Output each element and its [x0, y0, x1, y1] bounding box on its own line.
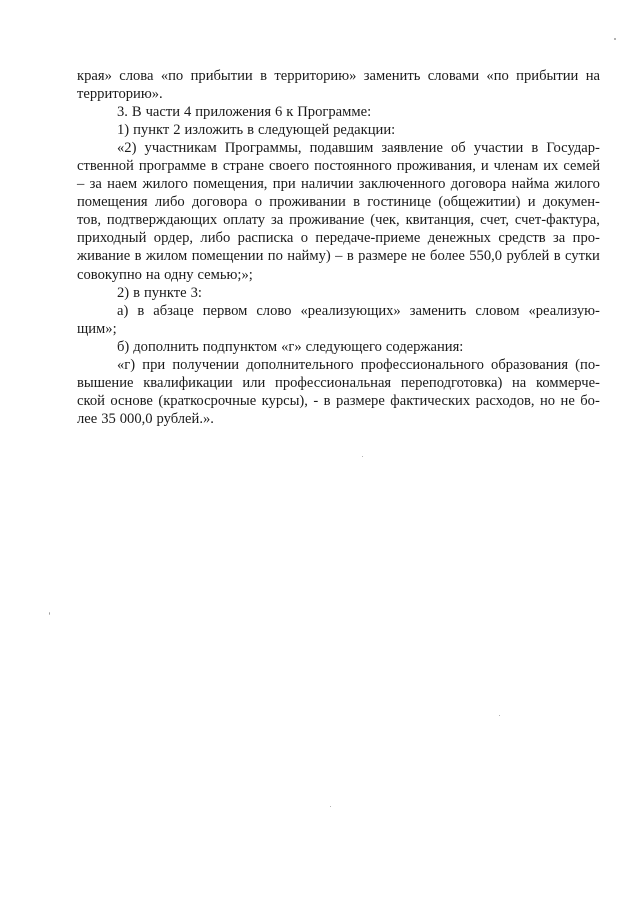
text-line: [77, 103, 600, 121]
text-word: в: [346, 248, 354, 265]
text-word: проживании: [269, 194, 346, 211]
text-word: б): [117, 338, 130, 355]
text-word: о: [254, 194, 263, 211]
text-word: о: [300, 230, 309, 247]
text-word: не: [411, 248, 426, 265]
text-word: основе: [110, 392, 153, 409]
text-word: –: [335, 248, 343, 265]
text-word: проживания,: [396, 158, 476, 175]
text-word: жилого: [554, 176, 600, 193]
text-line: [77, 356, 600, 374]
text-line: [77, 320, 600, 338]
text-word: 1): [117, 122, 130, 139]
text-word: в: [353, 194, 361, 211]
text-word: приложения: [195, 104, 272, 121]
text-word: 3.: [117, 104, 128, 121]
text-word: на: [512, 374, 527, 391]
text-word: расписка: [237, 230, 294, 247]
text-word: в: [210, 158, 218, 175]
text-line: [77, 175, 600, 193]
text-line: [77, 211, 600, 229]
text-word: Программы,: [224, 140, 302, 157]
text-word: (по-: [575, 356, 600, 373]
text-word: Государ-: [546, 140, 600, 157]
text-line: [77, 85, 600, 103]
text-line: [77, 410, 600, 428]
text-word: 550,0: [469, 248, 503, 265]
text-word: счет,: [480, 212, 510, 229]
text-word: проживание: [289, 212, 365, 229]
text-word: «2): [117, 140, 137, 157]
text-word: слово: [256, 302, 292, 319]
document-body: [77, 67, 600, 428]
text-word: и: [527, 194, 536, 211]
text-word: (краткосрочные: [158, 392, 257, 409]
text-word: заявление: [381, 140, 443, 157]
text-word: в: [247, 122, 255, 139]
text-word: живание: [77, 248, 131, 265]
text-word: «реализующих»: [300, 302, 401, 319]
text-word: счет-фактура,: [514, 212, 600, 229]
text-word: территорию».: [77, 86, 163, 103]
text-word: либо: [200, 230, 231, 247]
text-word: словом: [475, 302, 520, 319]
text-word: пункте: [143, 284, 187, 301]
text-word: курсы),: [261, 392, 308, 409]
text-word: передаче-приеме: [315, 230, 421, 247]
text-line: [77, 67, 600, 85]
scan-speck: [362, 456, 363, 457]
text-word: изложить: [184, 122, 244, 139]
text-line: [77, 229, 600, 247]
text-line: [77, 338, 600, 356]
text-word: переподготовка): [400, 374, 503, 391]
text-line: [77, 392, 600, 410]
text-word: за: [89, 176, 102, 193]
text-word: следующего: [305, 338, 382, 355]
text-line: [77, 284, 600, 302]
text-word: на: [585, 68, 600, 84]
text-line: [77, 266, 600, 284]
text-word: следующей: [257, 122, 330, 139]
text-word: к: [286, 104, 294, 121]
text-word: подавшим: [309, 140, 374, 157]
text-word: «г»: [281, 338, 302, 355]
text-word: об: [450, 140, 466, 157]
text-word: наем: [107, 176, 138, 193]
scan-speck: [614, 38, 616, 40]
text-word: гостинице: [367, 194, 432, 211]
text-word: за: [553, 230, 566, 247]
text-word: членам: [493, 158, 539, 175]
text-line: [77, 302, 600, 320]
text-word: размере: [358, 248, 407, 265]
scan-speck: [499, 715, 500, 716]
text-word: прибытии: [190, 68, 253, 84]
text-word: прибытии: [516, 68, 579, 84]
text-word: -: [313, 392, 319, 409]
text-word: докумен-: [542, 194, 600, 211]
text-word: –: [77, 176, 85, 193]
text-word: участии: [473, 140, 524, 157]
text-line: [77, 193, 600, 211]
text-word: и: [480, 158, 489, 175]
text-word: в: [323, 392, 331, 409]
text-word: стране: [222, 158, 264, 175]
text-word: абзаце: [153, 302, 194, 319]
text-word: одну: [164, 266, 194, 283]
text-line: [77, 374, 600, 392]
text-word: в: [260, 68, 268, 84]
text-word: 2): [117, 284, 130, 301]
text-word: за: [271, 212, 284, 229]
text-word: заменить: [409, 302, 467, 319]
text-word: оплату: [223, 212, 266, 229]
text-word: на: [145, 266, 161, 283]
text-word: В: [131, 104, 142, 121]
text-word: в: [133, 284, 141, 301]
text-word: квалификации: [143, 374, 233, 391]
text-word: про-: [572, 230, 600, 247]
text-word: рублей: [506, 248, 550, 265]
text-word: наличии: [301, 176, 354, 193]
text-word: «по: [486, 68, 509, 84]
text-word: при: [142, 356, 166, 373]
text-word: помещения: [77, 194, 148, 211]
text-word: но: [539, 392, 556, 409]
text-word: лее: [77, 410, 98, 427]
text-word: размере: [336, 392, 385, 409]
text-word: средств: [498, 230, 546, 247]
text-word: 6: [275, 104, 283, 121]
text-word: коммерче-: [535, 374, 600, 391]
text-word: в: [137, 302, 145, 319]
text-word: бо-: [580, 392, 600, 409]
text-word: программе: [138, 158, 206, 175]
text-word: 4: [183, 104, 192, 121]
text-word: словами: [427, 68, 480, 84]
text-word: заключенного: [358, 176, 446, 193]
text-word: ственной: [77, 158, 134, 175]
text-word: или: [242, 374, 266, 391]
scan-speck: [49, 612, 50, 615]
text-word: договора: [450, 176, 507, 193]
text-word: участникам: [144, 140, 217, 157]
text-word: подтверждающих: [106, 212, 218, 229]
text-word: территорию»: [274, 68, 357, 84]
text-word: в: [531, 140, 539, 157]
text-word: квитанция,: [405, 212, 475, 229]
text-word: подпунктом: [202, 338, 278, 355]
text-word: щим»;: [77, 320, 117, 337]
text-word: 2: [173, 122, 181, 139]
text-word: части: [145, 104, 181, 121]
text-word: содержания:: [385, 338, 464, 355]
text-word: дополнительного: [246, 356, 354, 373]
text-word: ской: [77, 392, 105, 409]
text-word: профессиональная: [275, 374, 392, 391]
text-word: «г): [117, 356, 136, 373]
text-line: [77, 121, 600, 139]
text-word: найму): [287, 248, 331, 265]
scan-speck: [330, 806, 331, 807]
text-word: 3:: [190, 284, 202, 301]
text-word: «реализую-: [528, 302, 600, 319]
text-word: дополнить: [133, 338, 199, 355]
text-word: жилом: [145, 248, 188, 265]
text-word: края»: [77, 68, 112, 84]
text-word: постоянного: [314, 158, 392, 175]
text-word: семей: [563, 158, 600, 175]
text-word: пункт: [133, 122, 170, 139]
text-word: помещения,: [193, 176, 268, 193]
text-word: либо: [154, 194, 185, 211]
text-word: рублей.».: [156, 410, 214, 427]
text-word: семью;»;: [197, 266, 253, 283]
text-line: [77, 247, 600, 265]
text-word: жилого: [142, 176, 188, 193]
text-word: при: [272, 176, 296, 193]
text-word: денежных: [427, 230, 491, 247]
text-word: «по: [160, 68, 184, 84]
text-word: по: [267, 248, 283, 265]
text-word: 000,0: [119, 410, 153, 427]
text-word: их: [543, 158, 559, 175]
text-word: профессионального: [360, 356, 484, 373]
text-word: образования: [491, 356, 569, 373]
text-word: (чек,: [370, 212, 400, 229]
text-word: слова: [119, 68, 154, 84]
text-word: редакции:: [333, 122, 396, 139]
text-word: найма: [511, 176, 550, 193]
text-line: [77, 157, 600, 175]
text-word: получении: [172, 356, 240, 373]
text-word: заменить: [363, 68, 421, 84]
text-word: договора: [191, 194, 248, 211]
text-word: сутки: [564, 248, 600, 265]
text-word: расходов,: [475, 392, 535, 409]
text-word: фактических: [390, 392, 471, 409]
text-word: (общежитии): [438, 194, 521, 211]
text-word: в: [134, 248, 142, 265]
text-word: а): [117, 302, 129, 319]
text-word: помещении: [191, 248, 264, 265]
text-word: в: [553, 248, 561, 265]
text-word: своего: [268, 158, 310, 175]
text-word: тов,: [77, 212, 102, 229]
text-word: более: [430, 248, 465, 265]
text-word: не: [560, 392, 575, 409]
text-word: приходный: [77, 230, 147, 247]
text-line: [77, 139, 600, 157]
text-word: ордер,: [153, 230, 194, 247]
text-word: вышение: [77, 374, 134, 391]
text-word: первом: [202, 302, 248, 319]
text-word: 35: [101, 410, 116, 427]
text-word: Программе:: [297, 104, 372, 121]
text-word: совокупно: [77, 266, 142, 283]
